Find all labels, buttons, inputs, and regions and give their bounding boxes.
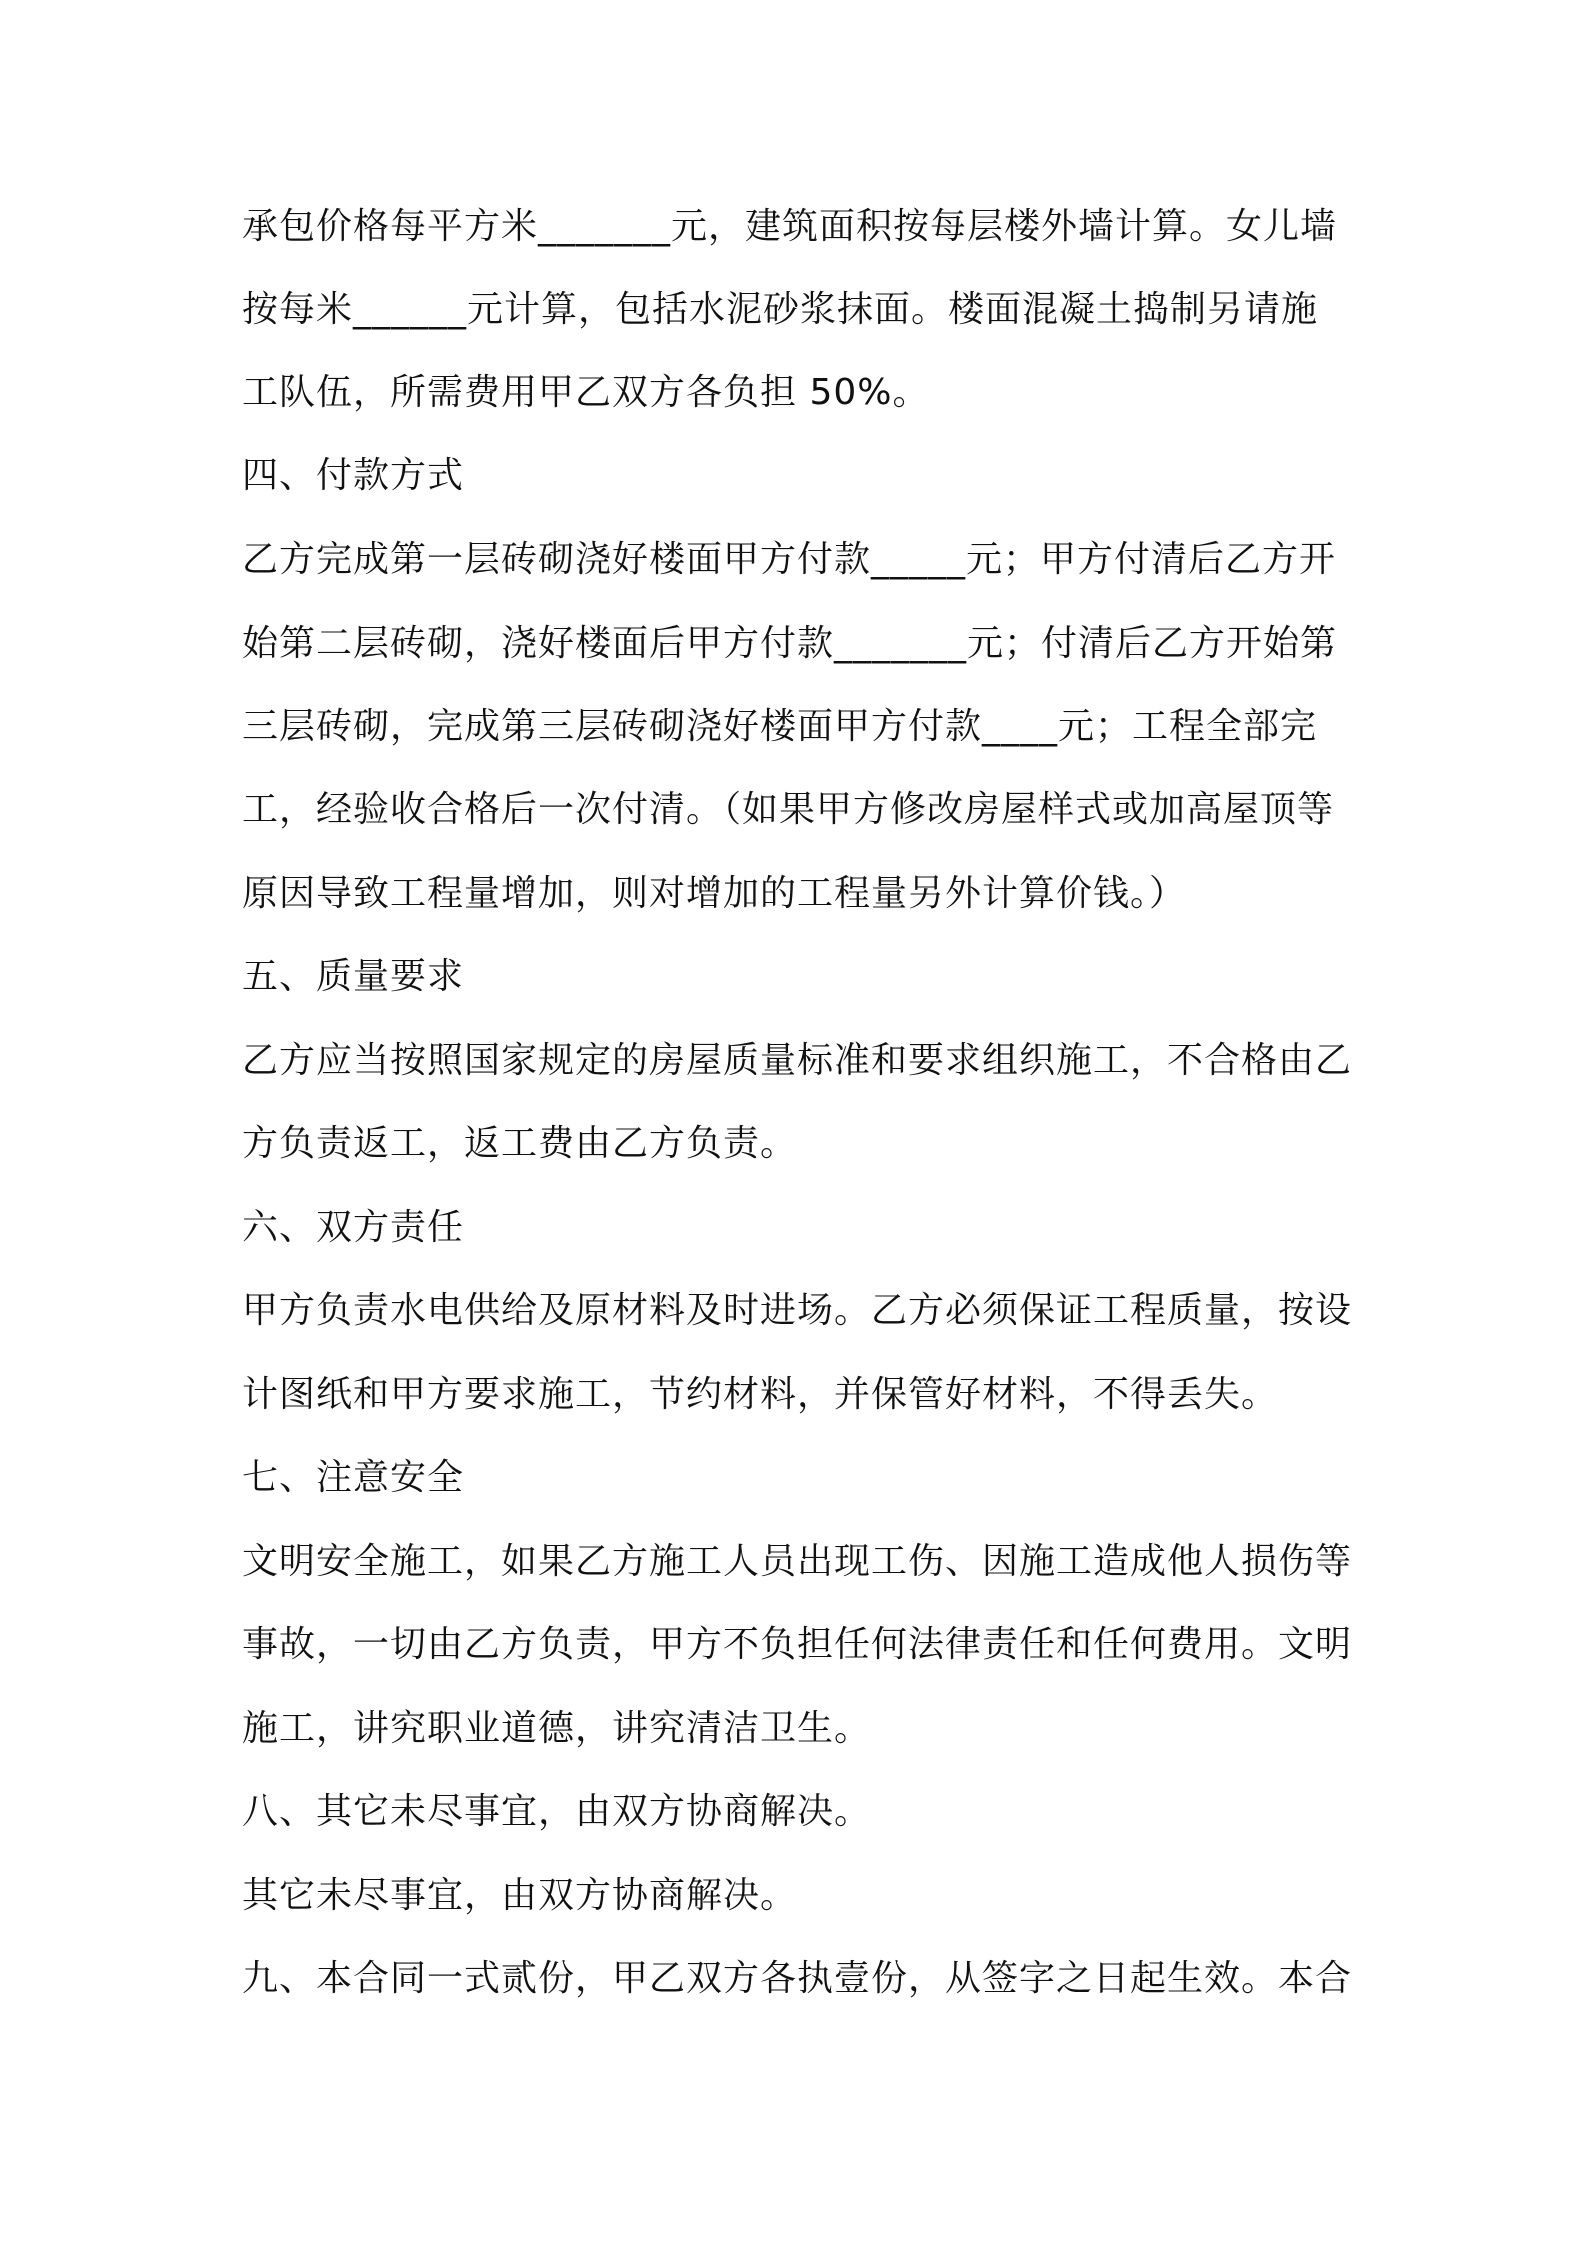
text-line: 甲方负责水电供给及原材料及时进场。乙方必须保证工程质量，按设 — [242, 1290, 1353, 1331]
section-heading-safety: 七、注意安全 — [242, 1457, 465, 1498]
text-line: 乙方完成第一层砖砌浇好楼面甲方付款_____元；甲方付清后乙方开 — [242, 539, 1337, 580]
section-heading-responsibilities: 六、双方责任 — [242, 1207, 465, 1248]
text-line: 其它未尽事宜，由双方协商解决。 — [242, 1875, 798, 1916]
text-line: 承包价格每平方米_______元，建筑面积按每层楼外墙计算。女儿墙 — [242, 206, 1338, 247]
section-heading-payment: 四、付款方式 — [242, 455, 465, 496]
text-line: 工队伍，所需费用甲乙双方各负担 50%。 — [242, 372, 930, 413]
text-line: 三层砖砌，完成第三层砖砌浇好楼面甲方付款____元；工程全部完 — [242, 706, 1318, 747]
text-line: 事故，一切由乙方负责，甲方不负担任何法律责任和任何费用。文明 — [242, 1624, 1353, 1665]
section-heading-contract-copies: 九、本合同一式贰份，甲乙双方各执壹份，从签字之日起生效。本合 — [242, 1958, 1353, 1999]
text-line: 乙方应当按照国家规定的房屋质量标准和要求组织施工，不合格由乙 — [242, 1040, 1353, 1081]
text-line: 始第二层砖砌，浇好楼面后甲方付款_______元；付清后乙方开始第 — [242, 623, 1338, 664]
text-line: 方负责返工，返工费由乙方负责。 — [242, 1123, 798, 1164]
text-line: 施工，讲究职业道德，讲究清洁卫生。 — [242, 1708, 872, 1749]
text-line: 计图纸和甲方要求施工，节约材料，并保管好材料，不得丢失。 — [242, 1374, 1279, 1415]
text-line: 原因导致工程量增加，则对增加的工程量另外计算价钱。） — [242, 873, 1187, 914]
text-line: 工，经验收合格后一次付清。（如果甲方修改房屋样式或加高屋顶等 — [242, 789, 1335, 830]
text-line: 文明安全施工，如果乙方施工人员出现工伤、因施工造成他人损伤等 — [242, 1541, 1353, 1582]
section-heading-quality: 五、质量要求 — [242, 956, 465, 997]
text-line: 按每米______元计算，包括水泥砂浆抹面。楼面混凝土捣制另请施 — [242, 289, 1319, 330]
section-heading-other-matters: 八、其它未尽事宜，由双方协商解决。 — [242, 1791, 872, 1832]
